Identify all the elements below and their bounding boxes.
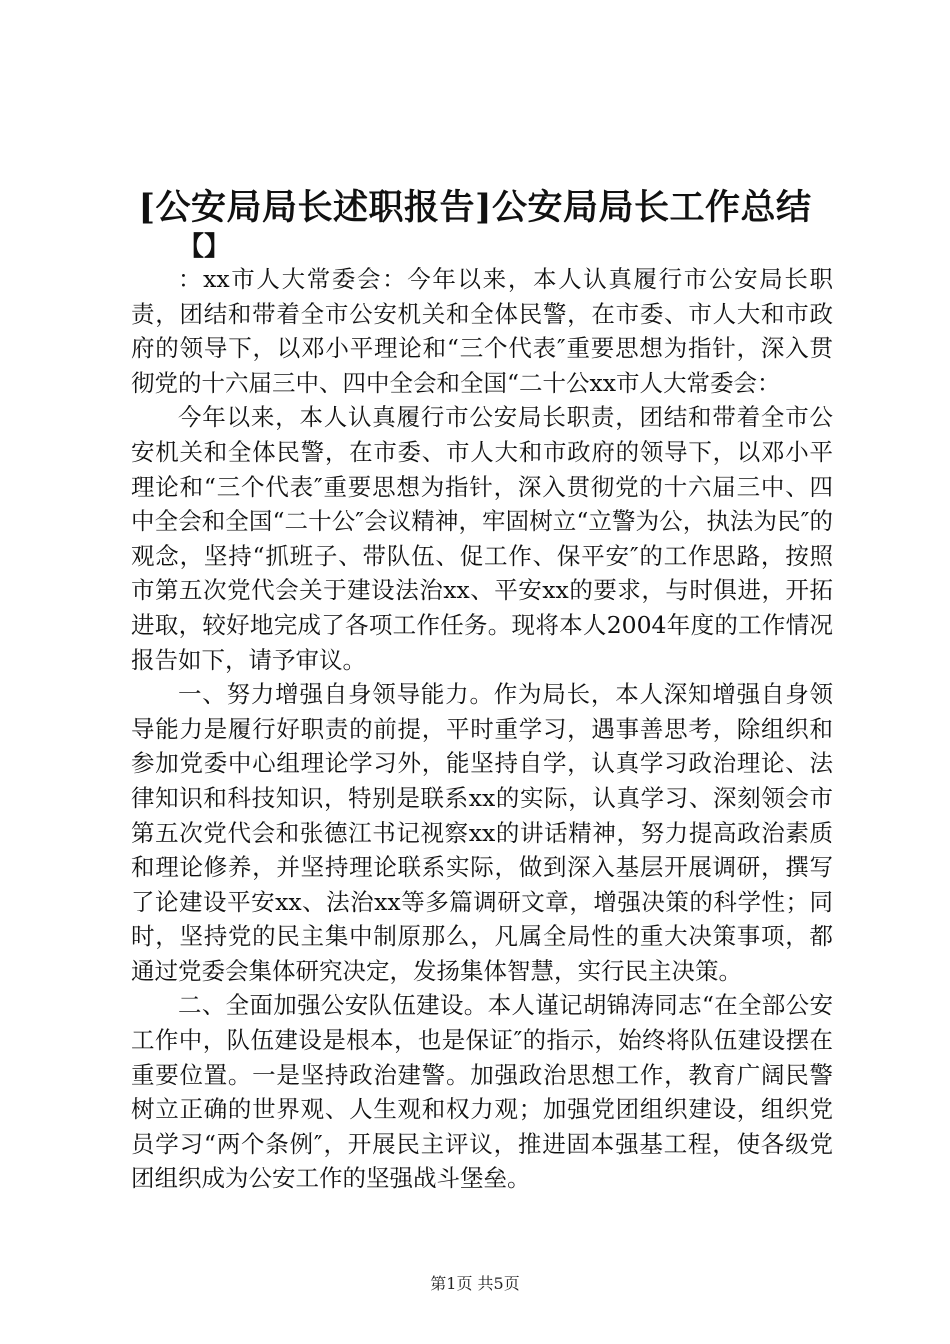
paragraph-overview: 今年以来，本人认真履行市公安局长职责，团结和带着全市公安机关和全体民警，在市委、市人大和市政府的领导下，以邓小平理论和“三个代表″重要思想为指针，深入贯彻党的十六届三中、四中全会和全国“二十公″会议精神，牢固树立“立警为公，执法为民″的观念，坚持“抓班子、带队伍、促工作、保平安″的工作思路，按照市第五次党代会关于建设法治xx、平安xx的要求，与时俱进，开拓进取，较好地完成了各项工作任务。现将本人2004年度的工作情况报告如下，请予审议。: [131, 403, 833, 674]
paragraph-section-two: 二、全面加强公安队伍建设。本人谨记胡锦涛同志“在全部公安工作中，队伍建设是根本，也是保证″的指示，始终将队伍建设摆在重要位置。一是坚持政治建警。加强政治思想工作，教育广阔民警树立正确的世界观、人生观和权力观；加强党团组织建设，组织党员学习“两个条例″，开展民主评议，推进固本强基工程，使各级党团组织成为公安工作的坚强战斗堡垒。: [131, 991, 833, 1193]
page-number-footer: 第1页 共5页: [430, 1274, 520, 1293]
document-body: [131, 262, 833, 1196]
document-title: [公安局局长述职报告]公安局局长工作总结: [138, 187, 812, 228]
paragraph-intro: ：xx市人大常委会：今年以来，本人认真履行市公安局长职责，团结和带着全市公安机关和全体民警，在市委、市人大和市政府的领导下，以邓小平理论和“三个代表″重要思想为指针，深入贯彻党的十六届三中、四中全会和全国“二十公xx市人大常委会：: [131, 265, 833, 397]
paragraph-section-one: 一、努力增强自身领导能力。作为局长，本人深知增强自身领导能力是履行好职责的前提，平时重学习，遇事善思考，除组织和参加党委中心组理论学习外，能坚持自学，认真学习政治理论、法律知识和科技知识，特别是联系xx的实际，认真学习、深刻领会市第五次党代会和张德江书记视察xx的讲话精神，努力提高政治素质和理论修养，并坚持理论联系实际，做到深入基层开展调研，撰写了论建设平安xx、法治xx等多篇调研文章，增强决策的科学性；同时，坚持党的民主集中制原那么，凡属全局性的重大决策事项，都通过党委会集体研究决定，发扬集体智慧，实行民主决策。: [131, 680, 833, 985]
document-subtitle: 【】: [178, 232, 231, 262]
